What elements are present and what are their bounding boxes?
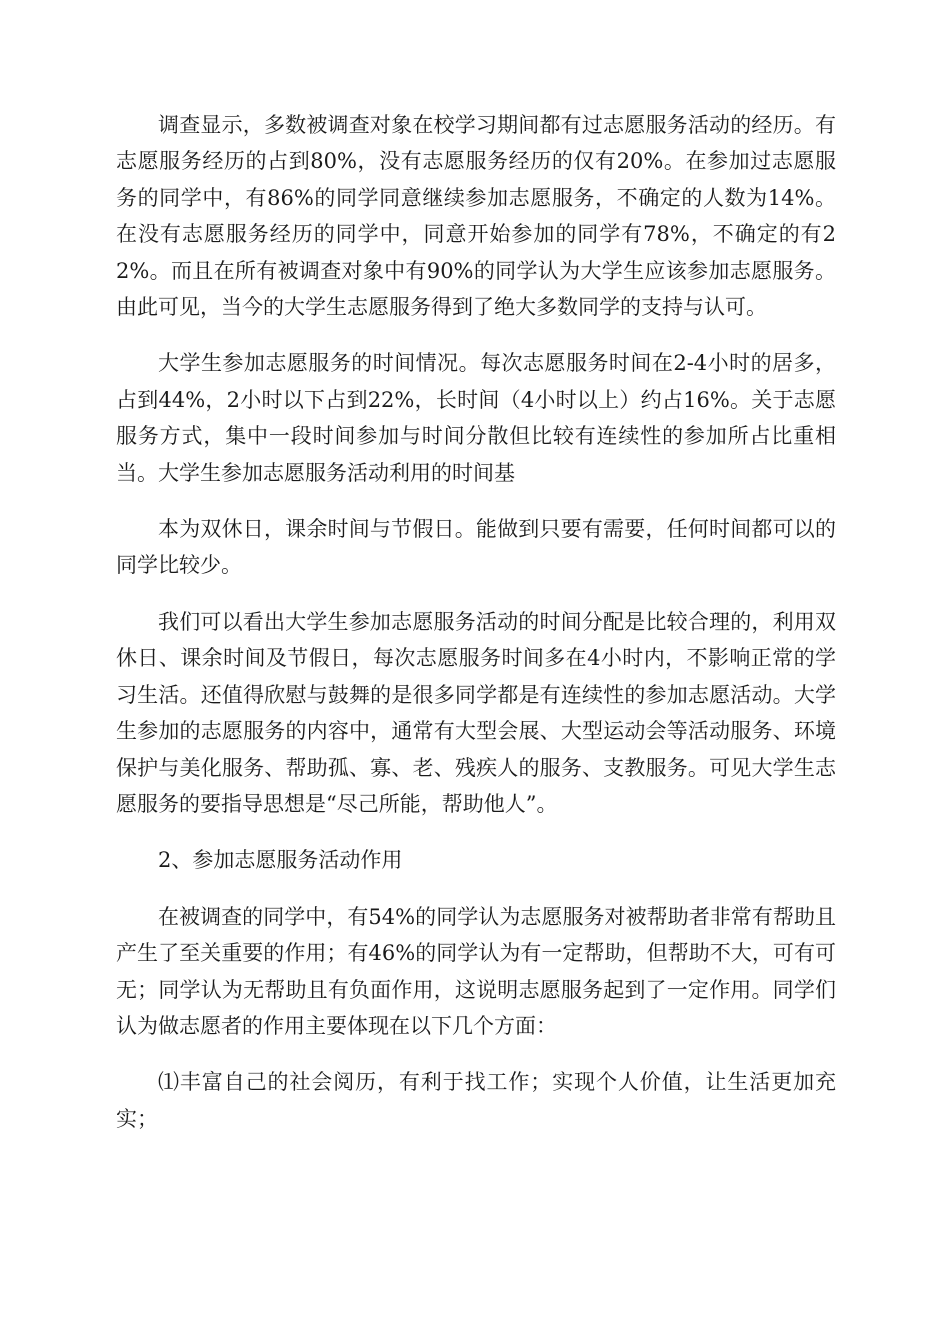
paragraph-effects: 在被调查的同学中，有54%的同学认为志愿服务对被帮助者非常有帮助且产生了至关重要的作用；有46%的同学认为有一定帮助，但帮助不大，可有可无；同学认为无帮助且有负面作用，这说明志愿服务起到了一定作用。同学们认为做志愿者的作用主要体现在以下几个方面：: [116, 904, 836, 1038]
section-heading-effects: 2、参加志愿服务活动作用: [158, 848, 403, 873]
paragraph-time-continued: 本为双休日，课余时间与节假日。能做到只要有需要，任何时间都可以的同学比较少。: [116, 517, 836, 578]
document-page: [116, 107, 836, 1157]
list-item-1: ⑴丰富自己的社会阅历，有利于找工作；实现个人价值，让生活更加充实；: [116, 1070, 836, 1131]
paragraph-survey-results: 调查显示，多数被调查对象在校学习期间都有过志愿服务活动的经历。有志愿服务经历的占到80%，没有志愿服务经历的仅有20%。在参加过志愿服务的同学中，有86%的同学同意继续参加志愿服务，不确定的人数为14%。在没有志愿服务经历的同学中，同意开始参加的同学有78%，不确定的有22%。而且在所有被调查对象中有90%的同学认为大学生应该参加志愿服务。由此可见，当今的大学生志愿服务得到了绝大多数同学的支持与认可。: [116, 113, 836, 320]
paragraph-time-analysis: 我们可以看出大学生参加志愿服务活动的时间分配是比较合理的，利用双休日、课余时间及节假日，每次志愿服务时间多在4小时内，不影响正常的学习生活。还值得欣慰与鼓舞的是很多同学都是有连续性的参加志愿活动。大学生参加的志愿服务的内容中，通常有大型会展、大型运动会等活动服务、环境保护与美化服务、帮助孤、寡、老、残疾人的服务、支教服务。可见大学生志愿服务的要指导思想是“尽己所能，帮助他人”。: [116, 609, 836, 816]
paragraph-time-situation: 大学生参加志愿服务的时间情况。每次志愿服务时间在2-4小时的居多，占到44%，2小时以下占到22%，长时间（4小时以上）约占16%。关于志愿服务方式，集中一段时间参加与时间分散但比较有连续性的参加所占比重相当。大学生参加志愿服务活动利用的时间基: [116, 351, 836, 485]
